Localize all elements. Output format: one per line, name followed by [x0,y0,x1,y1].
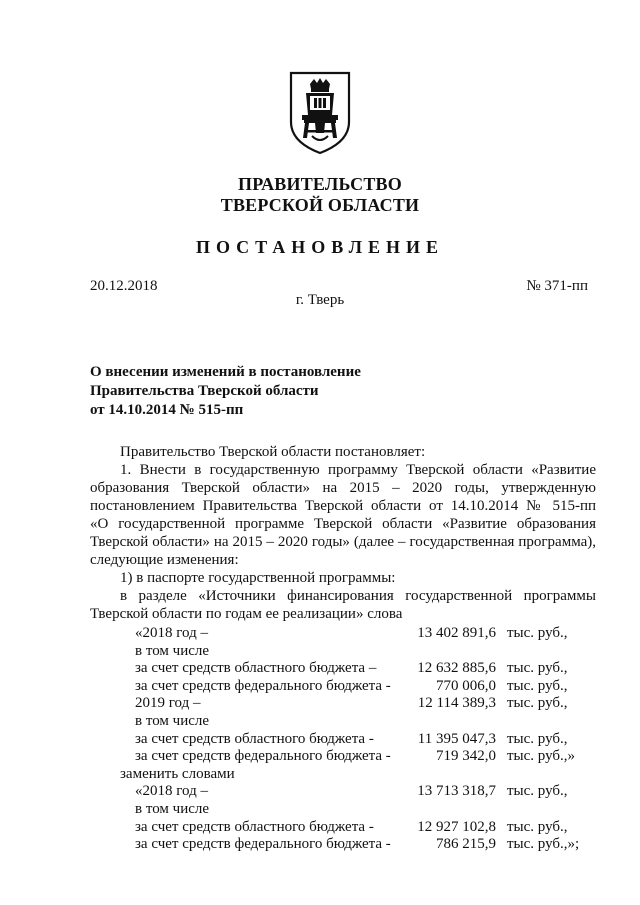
finance-row-label: «2018 год – [135,625,208,641]
finance-row-unit: тыс. руб., [507,625,568,641]
finance-row-unit: тыс. руб.,»; [507,836,580,853]
finance-row-unit: тыс. руб., [507,730,568,747]
finance-row-unit: тыс. руб., [507,783,568,800]
finance-row-unit: тыс. руб., [507,695,568,712]
finance-row-amount: 12 632 885,6 [417,660,496,677]
finance-row-label: за счет средств областного бюджета - [135,730,374,747]
paragraph-line: образования Тверской области» на 2015 – 2020 годы, утвержденную [90,480,596,496]
finance-row-label: в том числе [135,801,210,817]
finance-row-amount: 13 402 891,6 [417,625,496,641]
finance-row-unit: тыс. руб., [507,818,568,835]
finance-row-label: в том числе [135,642,210,659]
document-date: 20.12.2018 [90,278,158,294]
preamble: Правительство Тверской области постановляет: [120,444,426,460]
finance-row-label: за счет средств федерального бюджета - [135,677,391,694]
document-subject [90,363,361,420]
finance-row-amount: 13 713 318,7 [417,783,496,800]
finance-row-amount: 11 395 047,3 [417,730,496,747]
finance-row-unit: тыс. руб., [507,677,568,694]
finance-row-amount: 12 927 102,8 [417,818,496,835]
document-body [90,443,596,623]
paragraph-line: следующие изменения: [90,552,239,568]
paragraph-line: «О государственной программе Тверской области «Развитие образования [90,516,596,532]
paragraph-line: Тверской области по годам ее реализации» слова [90,606,403,622]
finance-row-amount: 786 215,9 [436,836,496,853]
subject-line: от 14.10.2014 № 515-пп [90,402,244,418]
finance-row-label: за счет средств областного бюджета – [135,660,377,677]
paragraph-line: постановлением Правительства Тверской области от 14.10.2014 № 515-пп [90,498,596,514]
subject-line: О внесении изменений в постановление [90,364,361,380]
finance-row-amount: 770 006,0 [436,677,496,694]
finance-row-amount: 12 114 389,3 [417,695,496,712]
finance-row-label: за счет средств федерального бюджета - [135,836,391,853]
document-number: № 371-пп [526,278,588,294]
finance-row-label: заменить словами [120,765,235,782]
paragraph-line: 1. Внести в государственную программу Тверской области «Развитие [120,462,596,478]
document-type: ПОСТАНОВЛЕНИЕ [195,237,445,257]
finance-row-unit: тыс. руб., [507,660,568,677]
subject-line: Правительства Тверской области [90,383,319,399]
paragraph-line: Тверской области» на 2015 – 2020 годы» (далее – государственная программа), [90,534,596,550]
finance-row-label: «2018 год – [135,783,208,800]
subitem-heading: 1) в паспорте государственной программы: [120,570,396,586]
finance-row-label: 2019 год – [135,695,201,712]
government-title-line2: ТВЕРСКОЙ ОБЛАСТИ [220,195,420,215]
finance-row-amount: 719 342,0 [436,748,496,765]
finance-row-label: за счет средств федерального бюджета - [135,748,391,765]
coat-of-arms-emblem-icon [288,70,352,156]
finance-row-unit: тыс. руб.,» [507,748,576,765]
finance-row-label: за счет средств областного бюджета - [135,818,374,835]
finance-row-label: в том числе [135,713,210,729]
document-city: г. Тверь [295,292,345,308]
paragraph-line: в разделе «Источники финансирования государственной программы [120,588,596,604]
government-title-line1: ПРАВИТЕЛЬСТВО [238,174,402,194]
